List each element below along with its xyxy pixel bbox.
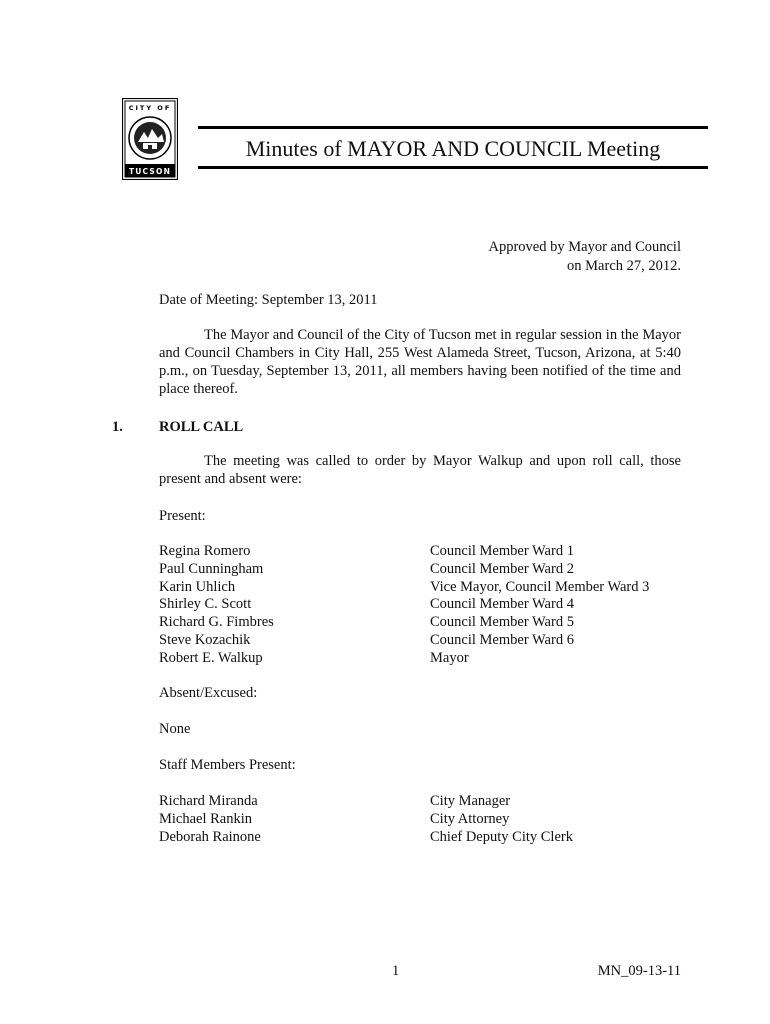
present-titles-list: [430, 542, 649, 667]
section-number: 1.: [112, 419, 123, 435]
staff-title: Chief Deputy City Clerk: [430, 828, 573, 845]
section-heading: ROLL CALL: [159, 419, 244, 435]
roll-call-paragraph: The meeting was called to order by Mayor Walkup and upon roll call, those present and absent were:: [159, 453, 681, 487]
svg-text:CITY OF: CITY OF: [128, 104, 172, 112]
absent-label: Absent/Excused:: [159, 685, 258, 701]
present-name: Shirley C. Scott: [159, 596, 252, 613]
staff-names-list: [159, 792, 261, 845]
staff-titles-list: [430, 792, 573, 845]
page-number: 1: [392, 963, 400, 979]
absent-value: None: [159, 721, 191, 737]
present-names-list: [159, 542, 274, 667]
present-title: Council Member Ward 2: [430, 560, 574, 577]
staff-name: Deborah Rainone: [159, 828, 261, 845]
approval-line-2: on March 27, 2012.: [567, 258, 681, 274]
present-title: Council Member Ward 4: [430, 596, 574, 613]
city-seal-logo: [122, 98, 178, 180]
svg-text:TUCSON: TUCSON: [128, 167, 172, 176]
document-title: Minutes of MAYOR AND COUNCIL Meeting: [245, 136, 661, 161]
title-bottom-rule: [198, 166, 708, 169]
staff-title: City Attorney: [430, 810, 510, 827]
staff-name: Richard Miranda: [159, 793, 258, 809]
staff-title: City Manager: [430, 793, 511, 809]
present-name: Paul Cunningham: [159, 560, 264, 577]
date-of-meeting: Date of Meeting: September 13, 2011: [159, 292, 378, 308]
present-title: Council Member Ward 5: [430, 614, 574, 631]
approval-line-1: Approved by Mayor and Council: [488, 239, 681, 255]
present-title: Mayor: [430, 649, 469, 666]
present-title: Council Member Ward 1: [430, 543, 574, 559]
present-name: Robert E. Walkup: [159, 649, 263, 666]
present-name: Richard G. Fimbres: [159, 614, 274, 631]
intro-paragraph: The Mayor and Council of the City of Tucson met in regular session in the Mayor and Council Chambers in City Hall, 255 West Alameda Street, Tucson, Arizona, at 5:40 p.m., on Tuesday, September 13, 2011, all members having been notified of the time and place thereof.: [159, 327, 681, 397]
present-name: Steve Kozachik: [159, 631, 251, 648]
present-label: Present:: [159, 508, 206, 524]
staff-name: Michael Rankin: [159, 810, 253, 827]
staff-label: Staff Members Present:: [159, 757, 296, 773]
present-title: Council Member Ward 6: [430, 631, 574, 648]
present-name: Regina Romero: [159, 543, 251, 559]
title-top-rule: [198, 126, 708, 129]
present-title: Vice Mayor, Council Member Ward 3: [430, 578, 650, 595]
present-name: Karin Uhlich: [159, 578, 236, 595]
document-code: MN_09-13-11: [597, 963, 681, 979]
